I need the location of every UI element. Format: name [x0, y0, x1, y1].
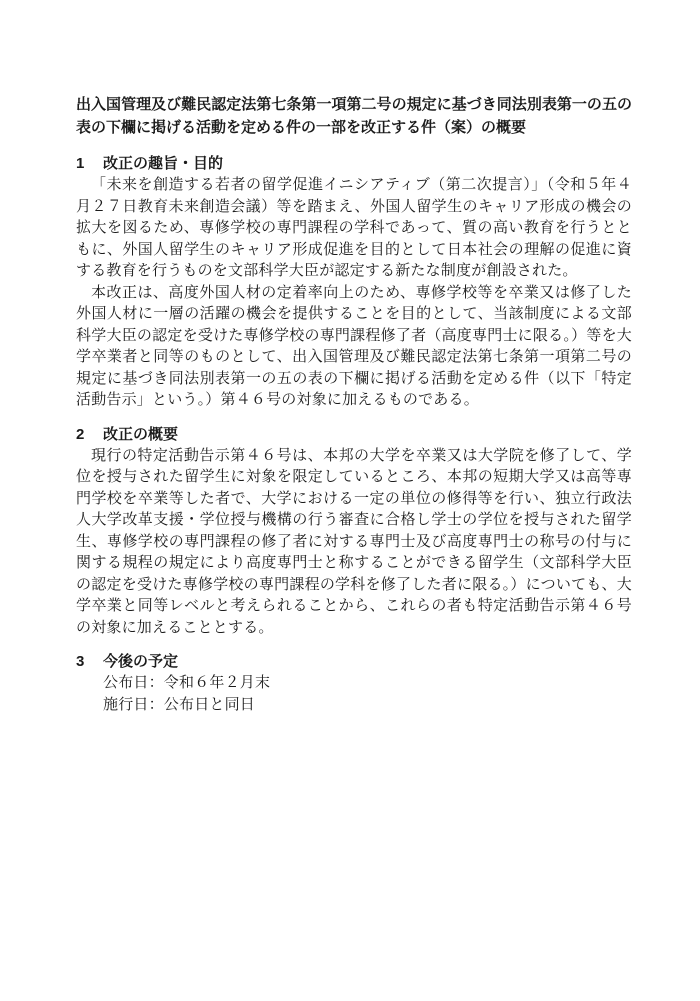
- section-3-number: 3: [76, 653, 85, 670]
- section-2-heading-label: 改正の概要: [103, 425, 179, 443]
- section-2-heading: [76, 424, 632, 446]
- section-2-outline: [76, 424, 632, 640]
- section-1-purpose: [76, 153, 632, 412]
- promulgation-date-line: 公布日：令和６年２月末: [103, 675, 271, 691]
- section-1-heading: [76, 153, 632, 175]
- document-title: 出入国管理及び難民認定法第七条第一項第二号の規定に基づき同法別表第一の五の表の下欄に掲げる活動を定める件の一部を改正する件（案）の概要: [76, 96, 632, 136]
- section-1-heading-label: 改正の趣旨・目的: [103, 155, 224, 172]
- section-2-number: 2: [76, 425, 85, 443]
- section-3-schedule: [76, 651, 632, 716]
- section-3-heading: [76, 651, 632, 673]
- section-3-heading-label: 今後の予定: [103, 653, 179, 670]
- section-1-number: 1: [76, 155, 85, 172]
- enforcement-date-line: 施行日：公布日と同日: [103, 696, 256, 713]
- section-1-paragraph-2: 本改正は、高度外国人材の定着率向上のため、専修学校等を卒業又は修了した外国人材に一層の活躍の機会を提供することを目的として、当該制度による文部科学大臣の認定を受けた専修学校の専門課程修了者（高度専門士に限る。）等を大学卒業者と同等のものとして、出入国管理及び難民認定法第七条第一項第二号の規定に基づき同法別表第一の五の表の下欄に掲げる活動を定める件（以下「特定活動告示」という。）第４６号の対象に加えるものである。: [76, 284, 632, 408]
- section-1-paragraph-1: 「未来を創造する若者の留学促進イニシアティブ（第二次提言）」（令和５年４月２７日教育未来創造会議）等を踏まえ、外国人留学生のキャリア形成の機会の拡大を図るため、専修学校の専門課程の学科であって、質の高い教育を行うとともに、外国人留学生のキャリア形成促進を目的として日本社会の理解の促進に資する教育を行うものを文部科学大臣が認定する新たな制度が創設された。: [76, 177, 632, 279]
- section-2-paragraph-1: 現行の特定活動告示第４６号は、本邦の大学を卒業又は大学院を修了して、学位を授与された留学生に対象を限定しているところ、本邦の短期大学又は高等専門学校を卒業等した者で、大学における一定の単位の修得等を行い、独立行政法人大学改革支援・学位授与機構の行う審査に合格し学士の学位を授与された留学生、専修学校の専門課程の修了者に対する専門士及び高度専門士の称号の付与に関する規程の規定により高度専門士と称することができる留学生（文部科学大臣の認定を受けた専修学校の専門課程の学科を修了した者に限る。）についても、大学卒業と同等レベルと考えられることから、これらの者も特定活動告示第４６号の対象に加えることとする。: [76, 447, 632, 636]
